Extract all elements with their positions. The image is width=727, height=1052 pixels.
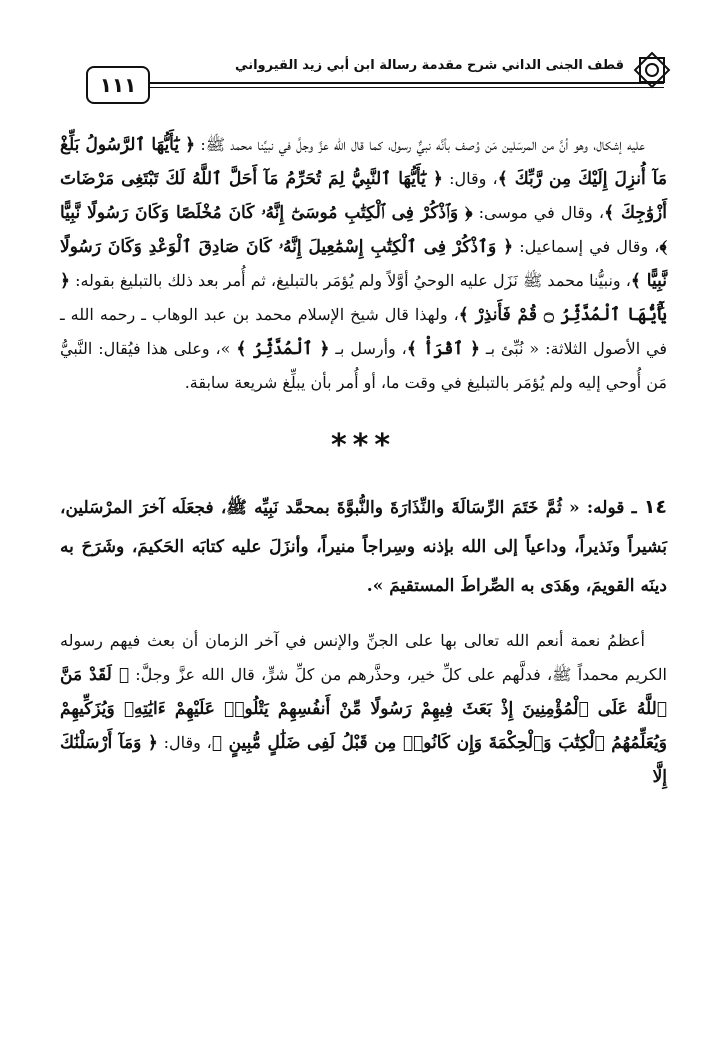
quran-verse: ﴿ وَٱذْكُرْ فِى ٱلْكِتَٰبِ مُوسَىٰٓ إِنَّهُۥ كَانَ مُخْلَصًا وَكَانَ رَسُولًا نَّبِيًّا ﴾ — [60, 203, 667, 257]
paragraph-3 — [60, 624, 667, 794]
quran-verse: ﴿ ٱلْمُدَّثِّرُ ﴾ — [236, 339, 330, 359]
page-header — [60, 48, 676, 98]
quran-verse: ﴿ وَمَآ أَرْسَلْنَٰكَ إِلَّا — [60, 733, 667, 787]
running-title: قطف الجنى الداني شرح مقدمة رسالة ابن أبي زيد القيرواني — [235, 58, 624, 73]
body-text: ، وقال في إسماعيل: — [513, 237, 660, 256]
section-label: ـ قوله — [593, 498, 637, 518]
paragraph-1 — [60, 128, 667, 400]
body-text: ، وقال في موسى: — [472, 203, 605, 222]
quran-verse: ﴿ وَٱذْكُرْ فِى ٱلْكِتَٰبِ إِسْمَٰعِيلَ إِنَّهُۥ كَانَ صَادِقَ ٱلْوَعْدِ وَكَانَ رَسُولًا نَّبِيًّا ﴾ — [60, 237, 667, 291]
quran-verse: ﴿ يَٰٓأَيُّهَا ٱلْمُدَّثِّرُ ۝ قُمْ فَأَنذِرْ ﴾ — [60, 271, 668, 325]
section-separator: *** — [330, 428, 397, 463]
body-text: عليه إشكال، وهو أنَّ من المرسَلين مَن وُصف بأنَّه نبيٌّ رسول، كما قال الله عزَّ وجلَّ في نبيِّنا محمد ﷺ: — [195, 135, 645, 154]
body-text: أعظمُ نعمة أنعم الله تعالى بها على الجنِّ والإنس في آخر الزمان أن بعث فيهم رسوله الكريم محمداً ﷺ، فدلَّهم على كلِّ خير، وحذَّرهم من كلِّ شرٍّ، قال الله عزَّ وجلَّ: — [60, 631, 668, 684]
page-number-text: ١١١ — [99, 73, 137, 97]
paragraph-2 — [60, 488, 667, 606]
body-text: ، وقال: — [157, 733, 212, 752]
page-number — [86, 66, 150, 104]
star-ornament-icon — [630, 48, 674, 92]
header-rule — [148, 82, 664, 88]
body-text: »، وعلى هذا فيُقال: النَّبيُّ مَن أُوحي إليه ولم يُؤمَر بالتبليغ في وقت ما، أو أُمر بأن يبلِّغ شريعة سابقة. — [60, 339, 667, 392]
section-number: ١٤ — [643, 496, 667, 518]
quoted-text: : « ثُمَّ خَتَمَ الرِّسَالَةَ والنِّذَارَةَ والنُّبوَّةَ بمحمَّد نَبِيِّه ﷺ، فجعَلَه آخرَ المرْسَلين، بَشيراً ونَذيراً، وداعياً إلى الله بإذنه وسِراجاً منيراً، وأنزَلَ عليه كتابَه الحَكيمَ، وشَرَحَ به دينَه القويمَ، وهَدَى به الصِّراطَ المستقيمَ ». — [60, 498, 667, 596]
body-text: ، ونبيُّنا محمد ﷺ نَزَل عليه الوحيُ أوَّلاً ولم يُؤمَر بالتبليغ، ثم أُمر بعد ذلك بالتبليغ بقوله: — [69, 271, 631, 290]
body-text: ، وقال: — [442, 169, 498, 188]
quran-verse: ﴿ لَقَدْ مَنَّ ٱللَّهُ عَلَى ٱلْمُؤْمِنِينَ إِذْ بَعَثَ فِيهِمْ رَسُولًا مِّنْ أَنفُسِهِمْ يَتْلُوا۟ عَلَيْهِمْ ءَايَٰتِهِۦ وَيُزَكِّيهِمْ وَيُعَلِّمُهُمُ ٱلْكِتَٰبَ وَٱلْحِكْمَةَ وَإِن كَانُوا۟ مِن قَبْلُ لَفِى ضَلَٰلٍ مُّبِينٍ ﴾ — [60, 665, 667, 753]
body-text: ، ولهذا قال شيخ الإسلام محمد بن عبد الوهاب ـ رحمه الله ـ في الأصول الثلاثة: « نُبِّئ بـ — [60, 305, 668, 358]
body-text: ، وأرسل بـ — [329, 339, 407, 358]
quran-verse: ﴿ يَٰٓأَيُّهَا ٱلنَّبِيُّ لِمَ تُحَرِّمُ مَآ أَحَلَّ ٱللَّهُ لَكَ تَبْتَغِى مَرْضَاتَ أَزْوَٰجِكَ ﴾ — [60, 169, 667, 223]
quran-verse: ﴿ يَٰٓأَيُّهَا ٱلرَّسُولُ بَلِّغْ مَآ أُنزِلَ إِلَيْكَ مِن رَّبِّكَ ﴾ — [60, 135, 667, 189]
quran-verse: ﴿ ٱقْرَأْ ﴾ — [406, 339, 481, 359]
page-body — [60, 128, 667, 794]
